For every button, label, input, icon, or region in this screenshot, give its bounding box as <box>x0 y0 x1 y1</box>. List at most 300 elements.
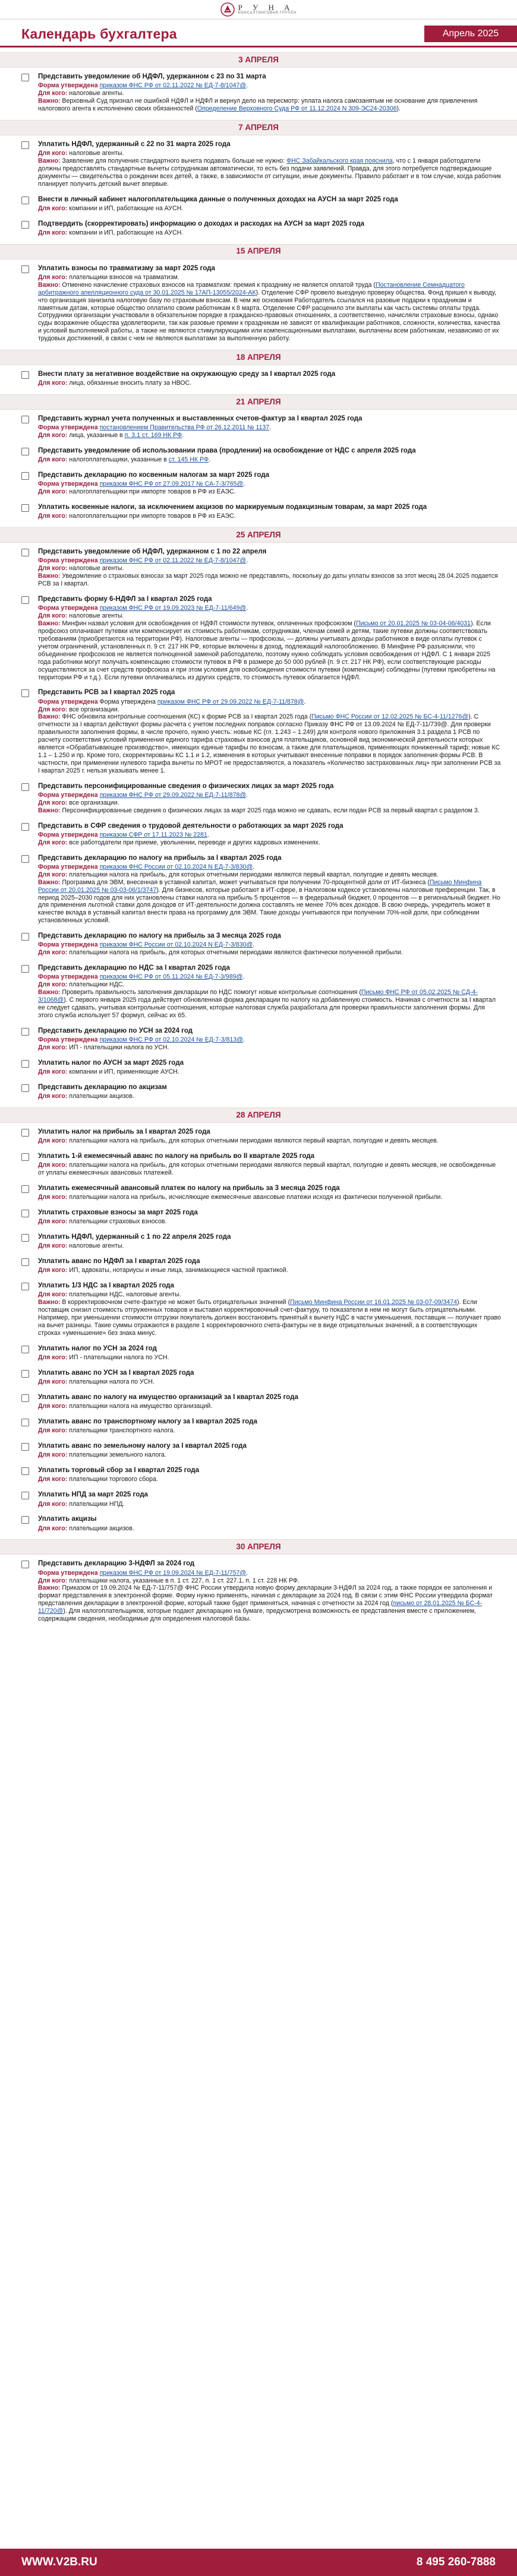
task-detail-line <box>38 82 502 90</box>
task-item <box>0 1368 517 1388</box>
document-link[interactable]: Письмо Минфина России от 20.01.2025 № 03-03-06/1/3747 <box>38 878 482 894</box>
detail-label: Для кого: <box>38 1267 68 1274</box>
detail-label: Для кого: <box>38 512 68 520</box>
detail-text: . <box>246 1569 248 1577</box>
task-detail-line <box>38 831 502 839</box>
detail-text: налоговые агенты. <box>67 149 124 157</box>
task-checkbox[interactable] <box>21 1419 29 1426</box>
detail-text: Отменено начисление страховых взносов на травматизм: премия к празднику не является оплатой труда ( <box>60 281 376 289</box>
detail-text: все организации. <box>67 799 119 806</box>
detail-text: лица, указанные в <box>67 432 125 439</box>
detail-label: Для кого: <box>38 799 68 806</box>
task-checkbox[interactable] <box>21 1153 29 1161</box>
detail-text: плательщики НДС. <box>67 981 125 989</box>
detail-text: Персонифицированные сведения о физических лицах за март 2025 года можно не сдавать, если подан РСВ за первый квартал с разделом 3. <box>60 806 480 814</box>
task-title: Уплатить взносы по травматизму за март 2025 года <box>38 264 215 272</box>
task-title: Представить декларацию по акцизам <box>38 1083 167 1091</box>
detail-text: . <box>246 605 248 612</box>
detail-label: Важно: <box>38 1299 61 1306</box>
task-checkbox[interactable] <box>21 689 29 697</box>
detail-label: Важно: <box>38 572 61 580</box>
task-checkbox[interactable] <box>21 1561 29 1568</box>
detail-label: Форма утверждена <box>38 863 98 871</box>
detail-text: плательщики транспортного налога. <box>67 1427 175 1435</box>
document-link[interactable]: приказом ФНС РФ от 29.09.2022 № ЕД-7-11/878@ <box>99 791 247 799</box>
task-item <box>0 1392 517 1413</box>
document-link[interactable]: приказом ФНС РФ от 05.11.2024 № ЕД-7-3/989@ <box>99 973 243 981</box>
detail-label: Для кого: <box>38 229 68 236</box>
task-detail-line <box>38 557 502 565</box>
task-checkbox[interactable] <box>21 1283 29 1290</box>
task-detail-line <box>38 512 502 520</box>
document-link[interactable]: приказом ФНС РФ от 02.10.2024 № ЕД-7-3/813@ <box>99 1036 244 1044</box>
detail-text: плательщики налога на прибыль, для которых отчетными периодами являются первый квартал, полугодие и девять месяцев. <box>67 871 439 878</box>
detail-text: налогоплательщики при импорте товаров в РФ из ЕАЭС. <box>67 512 236 520</box>
task-detail-line <box>38 1451 502 1459</box>
task-checkbox[interactable] <box>21 74 29 81</box>
task-detail-line <box>38 620 502 681</box>
task-checkbox[interactable] <box>21 1370 29 1378</box>
detail-text: ). Отделение СФР провело выездную проверку общества. Фонд пришел к выводу, что организация занизила налоговую базу по страховым взносам. В чем же основания Работодатель ссылался на разовые подарки к праздникам и памятным датам, которые общество оплатило своим работникам к 8 марта. Отделение СФР расценило эти выплаты как часть системы оплаты труда. Сотрудники организации участвовали в обязательном порядке в гражданско-правовых отношениях, а соответственно, начисляли страховые взносы, однако суды возражение общества удовлетворили, так как разовые премии к праздникам не зависят от квалификации работников, сложности, количества, качества и условий выполняемой работы, а также не являются стимулирующими или компенсационными выплатами, выплачены всем работникам, независимо от их трудовых достижений, в связи с чем не являются выплатами за выполненную работу. <box>38 289 500 343</box>
detail-label: Для кого: <box>38 838 68 846</box>
detail-text: Программа для ЭВМ, внесенная в уставной капитал, может учитываться при получении 70-процентной доли от ИТ-бизнеса ( <box>60 878 430 886</box>
logo-mark-icon <box>220 2 235 17</box>
task-detail-line <box>38 1378 502 1386</box>
detail-text: В корректировочном счете-фактуре не может быть отрицательных значений ( <box>60 1299 291 1306</box>
detail-text: ФНС обновила контрольные соотношения (КС) к форме РСВ за I квартал 2025 года ( <box>60 713 312 721</box>
task-detail-line <box>38 941 502 949</box>
detail-label: Для кого: <box>38 1218 68 1226</box>
footer-site-link[interactable]: WWW.V2B.RU <box>21 2556 97 2569</box>
task-title: Уплатить налог по УСН за 2024 год <box>38 1344 157 1352</box>
detail-text: налогоплательщики, указанные в <box>67 456 169 464</box>
task-title: Представить в СФР сведения о трудовой деятельности о работающих за март 2025 года <box>38 821 343 830</box>
detail-label: Для кого: <box>38 1476 68 1483</box>
detail-text: налогоплательщики при импорте товаров в РФ из ЕАЭС. <box>67 488 236 496</box>
task-detail-line <box>38 713 502 774</box>
task-title: Представить декларацию 3-НДФЛ за 2024 год <box>38 1559 195 1568</box>
detail-text: . <box>253 863 255 871</box>
document-link[interactable]: Постановление Семнадцатого арбитражного апелляционного суда от 30.01.2025 № 17АП-13055/2024-АК <box>38 281 465 296</box>
date-header: 28 АПРЕЛЯ <box>0 1107 517 1123</box>
detail-label: Форма утверждена <box>38 82 98 90</box>
task-detail-line <box>38 1036 502 1044</box>
detail-label: Для кого: <box>38 1093 68 1100</box>
detail-label: Для кого: <box>38 1577 68 1584</box>
task-item <box>0 594 517 683</box>
task-detail-line <box>38 1584 502 1623</box>
task-detail-line <box>38 605 502 612</box>
detail-label: Форма утверждена <box>38 791 98 799</box>
task-item <box>0 194 517 215</box>
task-checkbox[interactable] <box>21 549 29 556</box>
detail-text: все работодатели при приеме, увольнении, переводе и других кадровых изменениях. <box>67 838 320 846</box>
document-link[interactable]: постановлением Правительства РФ от 26.12.2011 № 1137 <box>99 424 270 432</box>
detail-label: Важно: <box>38 1584 61 1592</box>
detail-text: плательщики взносов на травматизм. <box>67 273 179 281</box>
document-link[interactable]: ФНС Забайкальского края пояснила <box>286 157 393 164</box>
date-header: 18 АПРЕЛЯ <box>0 350 517 365</box>
task-checkbox[interactable] <box>21 371 29 379</box>
task-detail-line <box>38 1569 502 1577</box>
task-checkbox[interactable] <box>21 1492 29 1499</box>
task-checkbox[interactable] <box>21 416 29 423</box>
task-detail-line <box>38 1137 502 1145</box>
task-item <box>0 139 517 191</box>
detail-label: Для кого: <box>38 1378 68 1386</box>
task-title: Уплатить 1-й ежемесячный аванс по налогу на прибыль во II квартале 2025 года <box>38 1152 315 1160</box>
task-checkbox[interactable] <box>21 1129 29 1137</box>
document-link[interactable]: ст. 145 НК РФ <box>168 456 209 464</box>
task-item <box>0 1126 517 1147</box>
task-checkbox[interactable] <box>21 1210 29 1217</box>
task-title: Уплатить НПД за март 2025 года <box>38 1490 149 1499</box>
task-detail-line <box>38 565 502 572</box>
task-title: Уплатить аванс по транспортному налогу за I квартал 2025 года <box>38 1417 257 1426</box>
task-detail-line <box>38 1525 502 1533</box>
task-item <box>0 1256 517 1277</box>
detail-text: . <box>207 831 209 838</box>
document-link[interactable]: Письмо от 20.01.2025 № 03-04-06/4031 <box>355 620 471 628</box>
task-item <box>0 1280 517 1340</box>
task-detail-line <box>38 1194 502 1201</box>
task-checkbox[interactable] <box>21 596 29 604</box>
task-title: Уплатить аванс по УСН за I квартал 2025 года <box>38 1369 194 1377</box>
task-item <box>0 369 517 390</box>
task-detail-line <box>38 1242 502 1250</box>
task-item <box>0 1465 517 1486</box>
detail-label: Форма утверждена <box>38 698 98 705</box>
task-title: Уплатить страховые взносы за март 2025 года <box>38 1208 198 1217</box>
detail-text: Минфин назвал условия для освобождения от НДФЛ стоимости путевок, оплаченных профсоюзом ( <box>60 620 356 628</box>
detail-label: Для кого: <box>38 1427 68 1435</box>
detail-text: . <box>242 973 245 981</box>
detail-label: Форма утверждена <box>38 1569 98 1577</box>
detail-label: Для кого: <box>38 871 68 878</box>
task-detail-line <box>38 157 502 188</box>
task-checkbox[interactable] <box>21 1443 29 1451</box>
detail-text: плательщики налога на имущество организаций. <box>67 1403 213 1410</box>
logo[interactable] <box>220 2 297 17</box>
task-title: Уплатить аванс по налогу на имущество организаций за I квартал 2025 года <box>38 1393 298 1401</box>
task-item <box>0 1232 517 1252</box>
task-checkbox[interactable] <box>21 1185 29 1193</box>
date-header: 3 АПРЕЛЯ <box>0 52 517 68</box>
task-detail-line <box>38 480 502 488</box>
detail-label: Форма утверждена <box>38 605 98 612</box>
detail-text: Проверить правильность заполнения декларации по НДС помогут новые контрольные соотношения ( <box>60 989 361 996</box>
task-detail-line <box>38 274 502 281</box>
task-title: Представить форму 6-НДФЛ за I квартал 2025 года <box>38 595 212 603</box>
task-checkbox[interactable] <box>21 504 29 512</box>
detail-label: Важно: <box>38 713 61 721</box>
task-detail-line <box>38 456 502 464</box>
task-checkbox[interactable] <box>21 1084 29 1092</box>
task-detail-line <box>38 1403 502 1410</box>
detail-text: Уведомление о страховых взносах за март 2025 года можно не представлять, поскольку до даты уплаты взносов за этот месяц 28.04.2025 подается РСВ за I квартал. <box>38 572 498 588</box>
detail-text: ). <box>396 105 401 112</box>
footer-phone[interactable]: 8 495 260-7888 <box>416 2556 496 2569</box>
task-item <box>0 71 517 115</box>
task-title: Уплатить аванс по НДФЛ за I квартал 2025 года <box>38 1257 200 1265</box>
detail-text: налоговые агенты. <box>67 612 124 620</box>
task-item <box>0 1343 517 1364</box>
task-checkbox[interactable] <box>21 1028 29 1036</box>
detail-text: плательщики акцизов. <box>67 1524 134 1532</box>
task-item <box>0 781 517 817</box>
task-item <box>0 963 517 1022</box>
document-link[interactable]: приказом ФНС России от 02.10.2024 N ЕД-7-3/830@ <box>99 941 253 949</box>
detail-text: Верховный Суд признал не ошибкой НДФЛ и НДФЛ и вернул дело на пересмотр: уплата налога самозанятым не основание для привлечения налогового агента к исполнению своих обязанностей ( <box>38 97 478 112</box>
task-item <box>0 853 517 928</box>
detail-text: . <box>243 1036 245 1044</box>
detail-text: плательщики земельного налога. <box>67 1451 166 1459</box>
task-title: Внести в личный кабинет налогоплательщика данные о полученных доходах на АУСН за март 2025 года <box>38 195 398 203</box>
detail-label: Форма утверждена <box>38 424 98 432</box>
task-detail-line <box>38 799 502 807</box>
detail-text: плательщики страховых взносов. <box>67 1218 167 1226</box>
detail-label: Форма утверждена <box>38 1036 98 1044</box>
task-checkbox[interactable] <box>21 1516 29 1524</box>
task-detail-line <box>38 612 502 620</box>
page-title: Календарь бухгалтера <box>21 26 177 42</box>
document-link[interactable]: приказом ФНС РФ от 02.11.2022 № ЕД-7-8/1047@ <box>99 557 247 565</box>
task-item <box>0 1558 517 1625</box>
detail-label: Важно: <box>38 878 61 886</box>
detail-label: Для кого: <box>38 90 68 97</box>
task-title: Представить уведомление об НДФЛ, удержанном с 1 по 22 апреля <box>38 548 267 556</box>
detail-label: Для кого: <box>38 981 68 989</box>
task-detail-line <box>38 863 502 871</box>
detail-label: Для кого: <box>38 565 68 572</box>
task-title: Представить декларацию по косвенным налогам за март 2025 года <box>38 471 270 479</box>
detail-text: плательщики акцизов. <box>67 1093 134 1100</box>
detail-label: Для кого: <box>38 1194 68 1201</box>
task-detail-line <box>38 281 502 343</box>
task-item <box>0 1207 517 1228</box>
detail-text: компании и ИП, работающие на АУСН. <box>67 229 184 236</box>
detail-label: Для кого: <box>38 1403 68 1410</box>
detail-label: Форма утверждена <box>38 941 98 949</box>
task-checkbox[interactable] <box>21 141 29 149</box>
task-detail-line <box>38 229 502 237</box>
detail-label: Форма утверждена <box>38 831 98 838</box>
task-title: Уплатить торговый сбор за I квартал 2025 года <box>38 1466 200 1474</box>
task-item <box>0 1151 517 1179</box>
detail-label: Для кого: <box>38 1354 68 1362</box>
detail-text: . <box>253 941 255 949</box>
task-checkbox[interactable] <box>21 933 29 941</box>
task-detail-line <box>38 1427 502 1435</box>
task-detail-line <box>38 1162 502 1177</box>
detail-text: ). С отчетности за I квартал действуют формы расчета с учетом последних поправок согласно Приказу ФНС РФ от 13.09.2024 № ЕД-7-11/739@. Для проверки правильности заполнения формы, в числе прочего, нужно учесть: новые КС (гл. 1.243 – 1.249) для контроля нового приложения 3.1 раздела 1 РСВ по расчету соответствия условий применения единого тарифа страховых взносов для плательщиков, основной вид экономической деятельности которых является «Обрабатывающее производство», имеющих единые тарифы по взносам, а также для плательщиков, применяющих пониженный тариф; новые КС 1.1 – 1.250 и пр. Кроме того, скорректированы КС 1.1 и 1.2, изменения в которых учитывают внесенные поправки в порядок заполнения формы РСВ. В частности, при применении нулевого тарифа вычеты по МРОТ не предоставляются, а показатель «Количество застрахованных лиц» при заполнении РСВ за I квартал 2025 г. нельзя указывать менее 1. <box>38 713 501 774</box>
month-badge: Апрель 2025 <box>424 26 517 42</box>
document-link[interactable]: приказом ФНС РФ от 29.09.2022 № ЕД-7-11/878@ <box>157 698 304 705</box>
detail-text: ). С первого января 2025 года действует обновленная форма декларации по налогу на добавленную стоимость. Начиная с отчетности за I квартал ее следует сдавать, учитывая контрольные соотношения, которые налоговая служба разработала для проверки правильности заполнения формы. Для этого служба использует 57 формул, сейчас их 65. <box>38 996 496 1019</box>
detail-label: Для кого: <box>38 949 68 957</box>
detail-text: все организации. <box>67 705 119 713</box>
detail-text: плательщики НДС, налоговые агенты. <box>67 1291 181 1299</box>
document-link[interactable]: приказом ФНС РФ от 19.09.2024 № ЕД-7-11/757@ <box>99 1569 247 1577</box>
detail-label: Для кого: <box>38 1291 68 1299</box>
detail-label: Для кого: <box>38 1500 68 1508</box>
task-detail-line <box>38 981 502 989</box>
detail-text: плательщики налога на прибыль, для которых отчетными периодами являются первый квартал, полугодие и девять месяцев, не освобожденные от уплаты ежемесячных авансовых платежей. <box>38 1162 496 1177</box>
detail-label: Для кого: <box>38 705 68 713</box>
task-title: Уплатить НДФЛ, удержанный с 1 по 22 апреля 2025 года <box>38 1233 231 1241</box>
document-link[interactable]: приказом СФР от 17.11.2023 № 2281 <box>99 831 207 838</box>
detail-text: Заявление для получения стандартного вычета подавать больше не нужно: <box>60 157 287 164</box>
detail-text: плательщики налога на прибыль, для которых отчетными периодами являются первый квартал, полугодие и девять месяцев. <box>67 1137 439 1145</box>
task-detail-line <box>38 379 502 387</box>
detail-label: Для кого: <box>38 1137 68 1145</box>
task-title: Уплатить 1/3 НДС за I квартал 2025 года <box>38 1281 174 1290</box>
detail-label: Важно: <box>38 157 61 164</box>
detail-label: Форма утверждена <box>38 557 98 565</box>
detail-text: компании и ИП, применяющие АУСН. <box>67 1068 179 1076</box>
detail-label: Для кого: <box>38 1451 68 1459</box>
task-detail-line <box>38 1299 502 1337</box>
detail-text: . <box>209 456 210 464</box>
task-title: Представить декларацию по налогу на прибыль за I квартал 2025 года <box>38 853 282 862</box>
detail-label: Форма утверждена <box>38 480 98 488</box>
task-detail-line <box>38 1068 502 1076</box>
task-detail-line <box>38 807 502 815</box>
task-checkbox[interactable] <box>21 1060 29 1068</box>
detail-text: ИП, адвокаты, нотариусы и иные лица, занимающиеся частной практикой. <box>67 1267 288 1274</box>
detail-text: компании и ИП, работающие на АУСН. <box>67 204 184 212</box>
task-item <box>0 821 517 849</box>
task-title: Уплатить акцизы <box>38 1515 97 1523</box>
task-checkbox[interactable] <box>21 1394 29 1402</box>
task-item <box>0 1489 517 1510</box>
date-header: 30 АПРЕЛЯ <box>0 1539 517 1555</box>
document-link[interactable]: приказом ФНС РФ от 02.11.2022 № ЕД-7-8/1047@ <box>99 82 247 90</box>
page-header <box>0 19 517 48</box>
detail-label: Для кого: <box>38 432 68 439</box>
task-checkbox[interactable] <box>21 783 29 791</box>
document-link[interactable]: Письмо Минфина России от 16.01.2025 № 03-07-09/3474 <box>290 1299 458 1306</box>
document-link[interactable]: Письмо ФНС России от 12.02.2025 № БС-4-11/1276@ <box>311 713 469 721</box>
task-title: Представить декларацию по налогу на прибыль за 3 месяца 2025 года <box>38 932 281 940</box>
detail-text: . <box>269 424 272 432</box>
top-bar <box>0 0 517 19</box>
detail-text: . <box>246 82 248 90</box>
task-title: Уплатить налог по АУСН за март 2025 года <box>38 1058 184 1067</box>
task-checkbox[interactable] <box>21 965 29 973</box>
detail-text: налоговые агенты. <box>67 565 124 572</box>
task-item <box>0 1026 517 1054</box>
task-title: Уплатить аванс по земельному налогу за I квартал 2025 года <box>38 1442 247 1450</box>
task-title: Представить РСВ за I квартал 2025 года <box>38 688 175 697</box>
document-link[interactable]: Письмо ФНС РФ от 05.02.2025 № СД-4-3/1068@ <box>38 989 478 1004</box>
document-link[interactable]: приказом ФНС РФ от 27.09.2017 № СА-7-3/765@ <box>99 480 244 488</box>
document-link[interactable]: п. 3.1 ст. 169 НК РФ <box>124 432 182 439</box>
task-detail-line <box>38 792 502 799</box>
date-header: 25 АПРЕЛЯ <box>0 527 517 543</box>
detail-label: Для кого: <box>38 1524 68 1532</box>
detail-label: Для кого: <box>38 1068 68 1076</box>
task-title: Внести плату за негативное воздействие на окружающую среду за I квартал 2025 года <box>38 370 336 378</box>
task-detail-line <box>38 989 502 1020</box>
task-checkbox[interactable] <box>21 472 29 480</box>
task-checkbox[interactable] <box>21 855 29 863</box>
task-item <box>0 931 517 959</box>
detail-label: Для кого: <box>38 204 68 212</box>
detail-text: плательщики торгового сбора. <box>67 1476 158 1483</box>
task-detail-line <box>38 97 502 113</box>
task-title: Представить персонифицированные сведения о физических лицах за март 2025 года <box>38 781 334 790</box>
logo-text: Р У Н А <box>238 3 294 12</box>
task-item <box>0 1441 517 1461</box>
detail-text: плательщики налога, указанные в п. 1 ст. 227, п. 1 ст. 227.1, п. 1 ст. 228 НК РФ. <box>67 1577 300 1584</box>
task-checkbox[interactable] <box>21 448 29 455</box>
detail-text: плательщики налога на прибыль, исчисляющие ежемесячные авансовые платежи исходя из фактически полученной прибыли. <box>67 1194 443 1201</box>
task-detail-line <box>38 1354 502 1362</box>
task-item <box>0 1082 517 1103</box>
task-checkbox[interactable] <box>21 1467 29 1475</box>
footer <box>0 2549 517 2576</box>
task-checkbox[interactable] <box>21 1258 29 1266</box>
task-item <box>0 546 517 590</box>
detail-label: Форма утверждена <box>38 973 98 981</box>
task-checkbox[interactable] <box>21 221 29 229</box>
detail-label: Для кого: <box>38 379 68 387</box>
detail-text: налоговые агенты. <box>67 1242 124 1250</box>
task-checkbox[interactable] <box>21 265 29 273</box>
detail-text: ИП - плательщики налога по УСН. <box>67 1354 169 1362</box>
detail-label: Для кого: <box>38 149 68 157</box>
document-link[interactable]: приказом ФНС РФ от 19.09.2023 № ЕД-7-11/649@ <box>99 605 247 612</box>
detail-text: . <box>182 432 184 439</box>
task-item <box>0 219 517 239</box>
task-title: Уплатить НДФЛ, удержанный с 22 по 31 марта 2025 года <box>38 140 231 148</box>
detail-label: Важно: <box>38 281 61 289</box>
task-detail-line <box>38 871 502 879</box>
task-detail-line <box>38 879 502 925</box>
document-link[interactable]: Определение Верховного Суда РФ от 11.12.2024 N 309-ЭС24-20306 <box>197 105 397 112</box>
detail-text: плательщики налога по УСН. <box>67 1378 155 1386</box>
detail-text: ). Если профсоюз оплачивает путевки или компенсирует их стоимость работникам, сотрудникам, членам семей и детям, такие путевки должны соответствовать требованиям (приобретаются на территории РФ). Налоговые агенты — профсоюзы, — должны учитывать доходы работников в виде оплаты путевок с учетом ограничений, установленных п. 9 ст. 217 НК РФ, которые включены в доход, подлежащий налогообложению. В Минфине РФ разъяснили, что объединение профсоюзов не является полноценной заменой работодателю, поэтому нужно соблюдать условия освобождения от НДФЛ. С 1 января 2025 года работники могут получать компенсацию стоимости путевок в РФ в размере до 50 000 рублей (п. 9 ст. 217 НК РФ), если соответствующие расходы осуществляются за счет средств профсоюза и при этом условия для освобождения стоимости путевки (компенсации) соблюдены (путевки приобретены на территории РФ и т.д.). Если путевки оплачивались из других средств, то стоимость путевок облагается НДФЛ. <box>38 620 496 681</box>
logo-subtitle: КОНСАЛТИНГОВАЯ ГРУППА <box>238 11 297 15</box>
detail-text: . <box>246 791 248 799</box>
task-detail-line <box>38 973 502 981</box>
detail-label: Для кого: <box>38 273 68 281</box>
task-item <box>0 1058 517 1078</box>
task-detail-line <box>38 1476 502 1483</box>
task-detail-line <box>38 1218 502 1226</box>
task-checkbox[interactable] <box>21 1234 29 1242</box>
task-detail-line <box>38 698 502 706</box>
detail-text: . <box>243 480 245 488</box>
task-title: Представить декларацию по УСН за 2024 год <box>38 1026 193 1034</box>
task-item <box>0 1514 517 1534</box>
task-checkbox[interactable] <box>21 823 29 831</box>
detail-text: плательщики налога на прибыль, для которых отчетными периодами являются фактически полученной прибыли. <box>67 949 403 957</box>
document-link[interactable]: письмо от 28.01.2025 № БС-4-11/720@ <box>38 1600 483 1615</box>
task-checkbox[interactable] <box>21 1346 29 1353</box>
task-detail-line <box>38 839 502 847</box>
task-item <box>0 687 517 777</box>
task-checkbox[interactable] <box>21 197 29 204</box>
task-item <box>0 470 517 498</box>
detail-text: ). Для бизнесов, которые работают в ИТ-сфере, в Налоговом кодексе установлены налоговые преференции. Так, в период 2025–2030 годов для них установлены ставки налога на прибыль 5 процентов — в федеральный бюджет, 0 процентов — в региональный бюджет. Но для применения льготной ставки доля доходов от ИТ-деятельности должна составлять не менее 70% всех доходов. В свою очередь, учредитель может в качестве вклада в уставный капитал внести права на программу для ЭВМ. Такие доходы учитываются при получении 70%-ной доли, при соблюдении установленных условий. <box>38 886 500 925</box>
task-title: Представить уведомление об использовании права (продлении) на освобождение от НДС с апреля 2025 года <box>38 447 416 455</box>
task-detail-line <box>38 572 502 588</box>
task-title: Уплатить косвенные налоги, за исключением акцизов по маркируемым подакцизным товарам, за март 2025 года <box>38 503 427 511</box>
document-link[interactable]: приказом ФНС России от 02.10.2024 N ЕД-7-3/830@ <box>99 863 253 871</box>
task-detail-line <box>38 90 502 97</box>
